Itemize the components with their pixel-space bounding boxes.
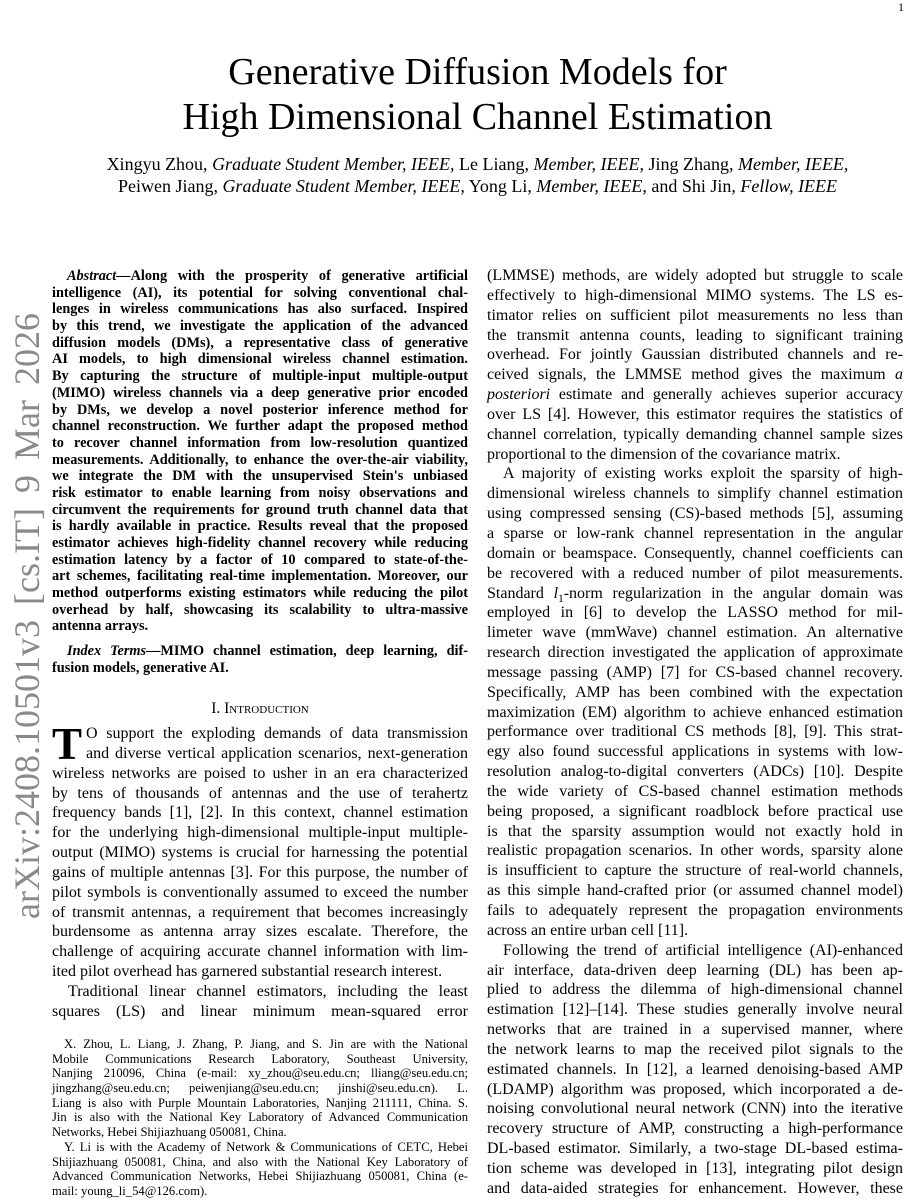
line-text: and diverse vertical application scenarios, next-generation (86, 744, 468, 762)
text-line (52, 418, 468, 435)
text-line (487, 504, 903, 524)
text-line (52, 518, 468, 535)
text-line (52, 485, 468, 502)
line-text: by this trend, we investigate the application of the advanced (52, 318, 468, 335)
text-line (487, 861, 903, 881)
text-line (52, 1155, 468, 1170)
title-line: High Dimensional Channel Estimation (182, 96, 773, 138)
line-text: fails to adequately represent the propagation environments (487, 902, 903, 919)
text-segment: 1 (558, 592, 564, 605)
right-column-text (487, 266, 903, 1199)
line-text: across an entire urban cell [11]. (487, 921, 689, 939)
text-line (52, 903, 468, 923)
line-text (67, 268, 468, 284)
line-text: is hardly available in practice. Results reveal that the proposed (52, 518, 468, 535)
text-line (52, 843, 468, 863)
line-text: burdensome as antenna array sizes escalate. Therefore, the (52, 923, 468, 941)
line-text: over LS [4]. However, this estimator requires the statistics of (487, 405, 903, 423)
author-name: Xingyu Zhou, (106, 154, 213, 174)
line-text: and data-aided strategies for enhancement. However, these (487, 1179, 903, 1197)
line-text: the network learns to map the received pilot signals to the (487, 1040, 903, 1058)
text-line (52, 585, 468, 602)
line-text: (LDAMP) algorithm was proposed, which incorporated a de- (487, 1080, 903, 1098)
line-text: dimensional wireless channels to simplify channel estimation (487, 485, 903, 503)
text-line (52, 724, 468, 744)
text-line (52, 335, 468, 352)
text-line (487, 802, 903, 822)
text-line (52, 301, 468, 318)
text-line (52, 643, 468, 660)
text-line (52, 618, 468, 635)
author-name: Peiwen Jiang, (117, 176, 223, 196)
line-text: performance over traditional CS methods [8], [9]. This strat- (487, 723, 903, 741)
line-text: the wide variety of CS-based channel estimation methods (487, 782, 903, 800)
author-line (52, 153, 903, 175)
text-line (52, 1184, 468, 1199)
line-text: measurements. Additionally, to enhance the over-the-air viability, (52, 451, 468, 468)
text-line (487, 722, 903, 742)
text-line (487, 822, 903, 842)
text-line (52, 883, 468, 903)
italic-text: Index Terms (67, 643, 147, 659)
line-text: (MIMO) wireless channels via a deep generative prior encoded (52, 384, 468, 401)
line-text: wireless networks are poised to usher in an era characterized (52, 764, 468, 782)
introduction-text (52, 719, 468, 1022)
author-name: Le Liang, (454, 154, 534, 174)
text-line (52, 1096, 468, 1111)
line-text: mail: young_li_54@126.com). (52, 1183, 208, 1198)
text-line (487, 425, 903, 445)
text-line (487, 405, 903, 425)
text-line (52, 1140, 468, 1155)
text-line (52, 962, 468, 982)
text-line (52, 285, 468, 302)
line-text: intelligence (AI), its potential for solving conventional chal- (52, 284, 468, 301)
text-line (487, 921, 903, 941)
text-line (487, 1060, 903, 1080)
text-line (52, 535, 468, 552)
line-text: Following the trend of artificial intelligence (AI)-enhanced (503, 941, 903, 959)
author-membership: Member, IEEE, (737, 154, 849, 174)
line-text: we integrate the DM with the unsupervised Stein's unbiased (52, 468, 468, 485)
line-text: channel reconstruction. We further adapt the proposed method (52, 418, 468, 435)
affiliation-footnotes (52, 1037, 468, 1199)
text-line (52, 660, 468, 677)
text-line (487, 881, 903, 901)
line-text: is insufficient to capture the structure of real-world channels, (487, 862, 903, 880)
text-line (52, 452, 468, 469)
line-text: as this simple hand-crafted prior (or assumed channel model) (487, 882, 903, 900)
text-line (487, 703, 903, 723)
author-membership: Graduate Student Member, IEEE, (222, 176, 465, 196)
line-text: circumvent the requirements for ground truth channel data that (52, 501, 468, 518)
text-line (487, 901, 903, 921)
author-membership: Fellow, IEEE (740, 176, 838, 196)
text-segment: ceived signals, the LMMSE method gives the maximum (487, 366, 895, 384)
line-text: noising convolutional neural network (CNN) into the iterative (487, 1100, 903, 1118)
text-line (52, 402, 468, 419)
line-text: method outperforms existing estimators while reducing the pilot (52, 585, 468, 602)
arxiv-identifier: arXiv:2408.10501v3 [cs.IT] 9 Mar 2026 (7, 313, 47, 919)
text-line (52, 823, 468, 843)
text-line (487, 980, 903, 1000)
text-line (487, 385, 903, 405)
text-line (52, 744, 468, 764)
text-line (487, 782, 903, 802)
text-segment: estimate and generally achieves superior accuracy (550, 386, 903, 404)
line-text: being proposed, a significant roadblock before practical use (487, 802, 903, 820)
text-line (487, 1099, 903, 1119)
abstract (52, 268, 468, 635)
text-line (487, 603, 903, 623)
text-line (487, 524, 903, 544)
line-text: overhead by half, showcasing its scalability to ultra-massive (52, 601, 468, 618)
text-line (52, 942, 468, 962)
italic-text: a (895, 366, 903, 384)
text-line (52, 1066, 468, 1081)
italic-text: Abstract— (67, 268, 131, 284)
line-text: be recovered with a reduced number of pilot measurements. (487, 564, 903, 582)
line-text: is that the sparsity assumption would not exactly hold in (487, 822, 903, 840)
line-text: X. Zhou, L. Liang, J. Zhang, P. Jiang, and S. Jin are with the National (64, 1037, 468, 1051)
section-heading-introduction: I. Introduction (211, 700, 309, 717)
text-line (487, 365, 903, 385)
text-line (52, 863, 468, 883)
line-text: By capturing the structure of multiple-input multiple-output (52, 368, 468, 385)
line-text: for the underlying high-dimensional multiple-input multiple- (52, 824, 468, 842)
line-text: DL-based estimator. Similarly, a two-stage DL-based estima- (487, 1140, 903, 1158)
text-line (52, 784, 468, 804)
line-text: plied to address the dilemma of high-dimensional channel (487, 981, 903, 999)
line-text: Traditional linear channel estimators, including the least (68, 982, 468, 1000)
line-text: Shijiazhuang 050081, China, and also with the National Key Laboratory of (52, 1154, 468, 1169)
line-text: tion scheme was developed in [13], integrating pilot design (487, 1159, 903, 1177)
text-line (52, 982, 468, 1002)
line-text: frequency bands [1], [2]. In this context, channel estimation (52, 804, 468, 822)
line-text: networks that are trained in a supervised manner, where (487, 1021, 903, 1039)
text-line (487, 762, 903, 782)
paper-title (52, 50, 903, 140)
text-segment: Along with the prosperity of generative artificial (130, 268, 468, 284)
text-line (52, 368, 468, 385)
text-line (487, 1020, 903, 1040)
author-line (52, 175, 903, 197)
line-text: jingzhang@seu.edu.cn; peiwenjiang@seu.edu.cn; jinshi@seu.edu.cn). L. (52, 1081, 468, 1096)
line-text: Advanced Communication Networks, Hebei Shijiazhuang 050081, China (e- (52, 1169, 468, 1184)
line-text: Y. Li is with the Academy of Network & Communications of CETC, Hebei (64, 1139, 468, 1154)
author-list (52, 153, 903, 197)
line-text: air interface, data-driven deep learning (DL) has been ap- (487, 961, 903, 979)
text-line (52, 502, 468, 519)
line-text: domain or beamspace. Consequently, channel coefficients can (487, 544, 903, 562)
line-text: antenna arrays. (52, 618, 149, 635)
text-line (52, 803, 468, 823)
text-line (52, 602, 468, 619)
text-line (487, 286, 903, 306)
line-text: realistic propagation scenarios. In other words, sparsity alone (487, 842, 903, 860)
text-line (487, 564, 903, 584)
text-line (52, 435, 468, 452)
line-text: estimation [12]–[14]. These studies generally involve neural (487, 1001, 903, 1019)
text-line (487, 683, 903, 703)
italic-text: l (553, 584, 559, 602)
text-line (52, 922, 468, 942)
line-text: ited pilot overhead has garnered substantial research interest. (52, 963, 443, 981)
text-line (487, 663, 903, 683)
line-text (67, 643, 468, 659)
line-text: fusion models, generative AI. (52, 659, 229, 676)
title-line: Generative Diffusion Models for (228, 51, 727, 93)
line-text: timator relies on sufficient pilot measurements no less than (487, 306, 903, 324)
line-text: Specifically, AMP has been combined with the expectation (487, 683, 903, 701)
line-text: the transmit antenna counts, leading to significant training (487, 326, 903, 344)
line-text: by tens of thousands of antennas and the use of terahertz (52, 784, 468, 802)
text-segment: Standard (487, 584, 554, 602)
line-text: diffusion models (DMs), a representative class of generative (52, 334, 468, 351)
text-line (487, 1119, 903, 1139)
line-text: of transmit antennas, a requirement that becomes increasingly (52, 903, 468, 921)
line-text: estimation latency by a factor of 10 compared to state-of-the- (52, 551, 468, 568)
text-line (52, 351, 468, 368)
line-text: (LMMSE) methods, are widely adopted but struggle to scale (487, 267, 903, 284)
author-name: and Shi Jin, (646, 176, 741, 196)
line-text: art schemes, facilitating real-time implementation. Moreover, our (52, 568, 468, 585)
line-text: by DMs, we develop a novel posterior inference method for (52, 401, 468, 418)
line-text: Mobile Communications Research Laboratory, Southeast University, (52, 1051, 468, 1066)
text-line (487, 1179, 903, 1199)
line-text: gains of multiple antennas [3]. For this purpose, the number of (52, 863, 468, 881)
text-line (487, 445, 903, 465)
index-terms (52, 643, 468, 676)
line-text: Networks, Hebei Shijiazhuang 050081, China. (52, 1125, 287, 1140)
text-line (52, 1052, 468, 1067)
text-line (487, 841, 903, 861)
author-membership: Graduate Student Member, IEEE, (212, 154, 455, 174)
text-line (52, 1125, 468, 1140)
text-line (52, 568, 468, 585)
text-line (52, 1002, 468, 1022)
text-line (487, 623, 903, 643)
author-name: Jing Zhang, (643, 154, 738, 174)
line-text: research direction investigated the application of approximate (487, 644, 903, 662)
text-line (52, 1081, 468, 1096)
drop-cap: T (52, 719, 83, 769)
text-line (487, 961, 903, 981)
author-membership: Member, IEEE, (536, 176, 647, 196)
text-line (52, 1110, 468, 1125)
line-text: challenge of acquiring accurate channel information with lim- (52, 943, 468, 961)
line-text: maximization (EM) algorithm to achieve enhanced estimation (487, 703, 903, 721)
line-text: AI models, to high dimensional wireless channel estimation. (52, 351, 468, 368)
line-text: recovery structure of AMP, constructing a high-performance (487, 1120, 903, 1138)
text-line (487, 1040, 903, 1060)
line-text: channel correlation, typically demanding channel sample sizes (487, 425, 903, 443)
line-text: message passing (AMP) [7] for CS-based channel recovery. (487, 663, 903, 681)
author-membership: Member, IEEE, (533, 154, 644, 174)
text-line (487, 643, 903, 663)
text-line (52, 1037, 468, 1052)
text-line (487, 464, 903, 484)
text-line (487, 1139, 903, 1159)
line-text: output (MIMO) systems is crucial for harnessing the potential (52, 844, 468, 862)
text-line (52, 318, 468, 335)
text-line (487, 544, 903, 564)
text-line (52, 1169, 468, 1184)
author-name: Yong Li, (464, 176, 537, 196)
line-text: lenges in wireless communications has also surfaced. Inspired (52, 301, 468, 318)
line-text: A majority of existing works exploit the sparsity of high- (503, 465, 903, 483)
line-text: proportional to the dimension of the covariance matrix. (487, 445, 841, 463)
text-line (52, 385, 468, 402)
text-line (52, 468, 468, 485)
line-text: resolution analog-to-digital converters (ADCs) [10]. Despite (487, 763, 903, 781)
text-line (487, 306, 903, 326)
line-text: a sparse or low-rank channel representation in the angular (487, 524, 903, 542)
line-text: O support the exploding demands of data transmission (86, 725, 468, 742)
line-text: estimated channels. In [12], a learned denoising-based AMP (487, 1060, 903, 1078)
line-text: estimator achieves high-fidelity channel recovery while reducing (52, 535, 468, 551)
line-text: squares (LS) and linear minimum mean-squared error (52, 1002, 468, 1020)
text-line (487, 326, 903, 346)
line-text: pilot symbols is conventionally assumed to exceed the number (52, 883, 468, 901)
line-text (487, 386, 903, 403)
line-text: overhead. For jointly Gaussian distributed channels and re- (487, 346, 903, 364)
line-text: to recover channel information from low-resolution quantized (52, 434, 468, 451)
line-text: effectively to high-dimensional MIMO systems. The LS es- (487, 286, 903, 304)
text-line (52, 552, 468, 569)
text-line (487, 742, 903, 762)
text-line (52, 764, 468, 784)
text-line (487, 941, 903, 961)
italic-text: posteriori (487, 386, 551, 404)
text-line (487, 266, 903, 286)
line-text: limeter wave (mmWave) channel estimation. An alternative (487, 624, 903, 642)
text-line (487, 1000, 903, 1020)
text-line (487, 345, 903, 365)
line-text: egy also found successful applications in systems with low- (487, 743, 903, 761)
line-text: risk estimator to enable learning from noisy observations and (52, 484, 468, 501)
line-text (487, 584, 904, 605)
text-line (487, 1080, 903, 1100)
line-text: employed in [6] to develop the LASSO method for mil- (487, 604, 903, 622)
line-text: Jin is also with the National Key Laboratory of Advanced Communication (52, 1110, 468, 1125)
text-segment: -norm regularization in the angular domain was (563, 584, 904, 602)
line-text: Liang is also with Purple Mountain Laboratories, Nanjing 211111, China. S. (52, 1095, 468, 1110)
text-line (487, 484, 903, 504)
page-number: 1 (898, 0, 904, 14)
text-line (52, 268, 468, 285)
line-text: using compressed sensing (CS)-based methods [5], assuming (487, 505, 903, 523)
text-line (487, 584, 903, 604)
line-text (487, 366, 903, 383)
line-text: Nanjing 210096, China (e-mail: xy_zhou@seu.edu.cn; lliang@seu.edu.cn; (52, 1066, 468, 1081)
text-segment: —MIMO channel estimation, deep learning, dif- (146, 643, 469, 659)
text-line (487, 1159, 903, 1179)
